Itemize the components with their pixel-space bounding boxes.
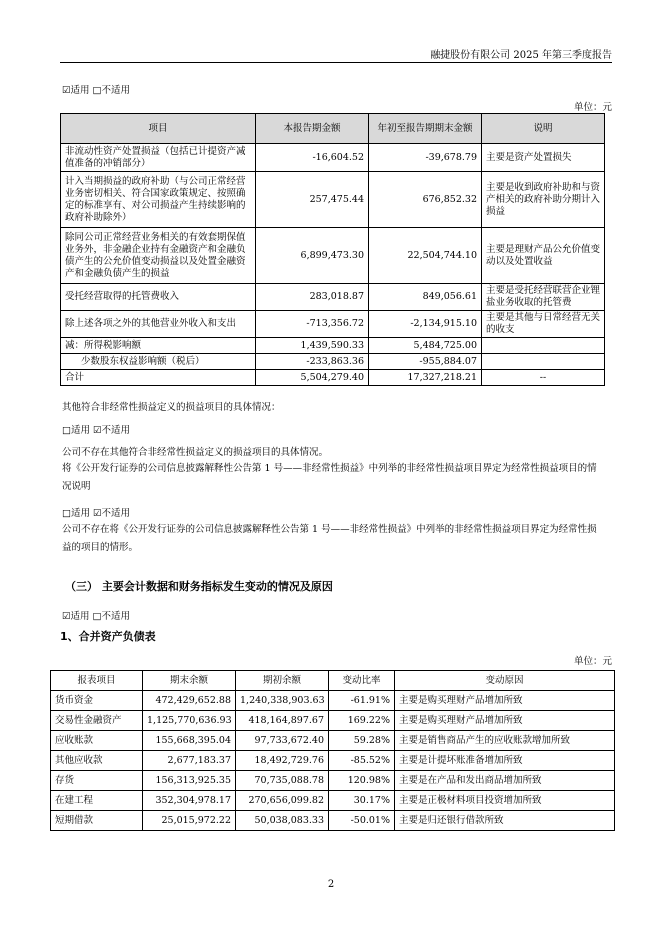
table-header-row — [51, 671, 615, 691]
cell-item: 非流动性资产处置损益（包括已计提资产减值准备的冲销部分） — [61, 144, 256, 172]
subsection-1-title: 1、合并资产负债表 — [60, 630, 156, 643]
applicability-checkbox-1: ☑适用 □不适用 — [62, 85, 131, 96]
cell-current: 6,899,473.30 — [256, 228, 369, 284]
cell-begin: 50,038,083.33 — [236, 811, 329, 831]
non-recurring-items-table — [60, 113, 605, 386]
cell-rate: 120.98% — [329, 771, 395, 791]
cell-current: 1,439,590.33 — [256, 338, 369, 354]
cell-note: 主要是理财产品公允价值变动以及处置收益 — [482, 228, 605, 284]
cell-end: 25,015,972.22 — [143, 811, 236, 831]
applicability-checkbox-4: ☑适用 □不适用 — [62, 611, 131, 622]
cell-begin: 18,492,729.76 — [236, 751, 329, 771]
cell-ytd: 5,484,725.00 — [369, 338, 482, 354]
cell-begin: 70,735,088.78 — [236, 771, 329, 791]
cell-note: 主要是收到政府补助和与资产相关的政府补助分期计入损益 — [482, 172, 605, 228]
header-divider — [60, 62, 612, 63]
no-other-items-text: 公司不存在其他符合非经常性损益定义的损益项目的具体情况。 — [62, 447, 329, 458]
cell-item: 存货 — [51, 771, 143, 791]
cell-rate: 30.17% — [329, 791, 395, 811]
table-row — [61, 144, 605, 172]
cell-item: 合计 — [61, 370, 256, 386]
cell-end: 155,668,395.04 — [143, 731, 236, 751]
cell-reason: 主要是归还银行借款所致 — [395, 811, 615, 831]
cell-note — [482, 338, 605, 354]
cell-item: 在建工程 — [51, 791, 143, 811]
balance-sheet-table — [50, 670, 615, 831]
col-header-begin-balance: 期初余额 — [236, 671, 329, 691]
cell-ytd: 17,327,218.21 — [369, 370, 482, 386]
cell-item: 应收账款 — [51, 731, 143, 751]
cell-end: 1,125,770,636.93 — [143, 711, 236, 731]
section-3-title: （三） 主要会计数据和财务指标发生变动的情况及原因 — [65, 580, 333, 593]
cell-end: 472,429,652.88 — [143, 691, 236, 711]
no-reclass-text: 公司不存在将《公开发行证券的公司信息披露解释性公告第 1 号——非经常性损益》中列举的非经常性损益项目界定为经常性损益的项目的情形。 — [62, 524, 597, 553]
cell-rate: -85.52% — [329, 751, 395, 771]
table-row — [51, 711, 615, 731]
cell-item: 减：所得税影响额 — [61, 338, 256, 354]
cell-ytd: -2,134,915.10 — [369, 311, 482, 338]
col-header-change-rate: 变动比率 — [329, 671, 395, 691]
unit-label-2: 单位：元 — [573, 656, 612, 667]
cell-begin: 418,164,897.67 — [236, 711, 329, 731]
cell-end: 352,304,978.17 — [143, 791, 236, 811]
cell-ytd: -39,678.79 — [369, 144, 482, 172]
cell-begin: 270,656,099.82 — [236, 791, 329, 811]
table-row — [61, 338, 605, 354]
cell-reason: 主要是购买理财产品增加所致 — [395, 711, 615, 731]
cell-current: 257,475.44 — [256, 172, 369, 228]
cell-current: 283,018.87 — [256, 284, 369, 311]
cell-item: 货币资金 — [51, 691, 143, 711]
col-header-item: 报表项目 — [51, 671, 143, 691]
applicability-checkbox-2: □适用 ☑不适用 — [62, 425, 131, 436]
unit-label-1: 单位：元 — [573, 102, 612, 113]
cell-ytd: -955,884.07 — [369, 354, 482, 370]
table-header-row — [61, 114, 605, 144]
cell-ytd: 676,852.32 — [369, 172, 482, 228]
cell-current: 5,504,279.40 — [256, 370, 369, 386]
cell-reason: 主要是购买理财产品增加所致 — [395, 691, 615, 711]
cell-note: 主要是资产处置损失 — [482, 144, 605, 172]
cell-current: -16,604.52 — [256, 144, 369, 172]
cell-ytd: 849,056.61 — [369, 284, 482, 311]
explanation-text: 将《公开发行证券的公司信息披露解释性公告第 1 号——非经常性损益》中列举的非经常性损益项目界定为经常性损益项目的情况说明 — [62, 463, 597, 492]
table-row — [51, 691, 615, 711]
cell-current: -233,863.36 — [256, 354, 369, 370]
cell-note — [482, 354, 605, 370]
col-header-ytd: 年初至报告期期末金额 — [369, 114, 482, 144]
cell-begin: 1,240,338,903.63 — [236, 691, 329, 711]
col-header-note: 说明 — [482, 114, 605, 144]
col-header-item: 项目 — [61, 114, 256, 144]
cell-item: 除同公司正常经营业务相关的有效套期保值业务外，非金融企业持有金融资产和金融负债产生的公允价值变动损益以及处置金融资产和金融负债产生的损益 — [61, 228, 256, 284]
page-number: 2 — [327, 879, 335, 890]
cell-rate: -50.01% — [329, 811, 395, 831]
table-row — [51, 751, 615, 771]
table-row — [51, 731, 615, 751]
cell-end: 156,313,925.35 — [143, 771, 236, 791]
cell-reason: 主要是正极材料项目投资增加所致 — [395, 791, 615, 811]
table-row — [51, 811, 615, 831]
table-row — [51, 771, 615, 791]
cell-item: 受托经营取得的托管费收入 — [61, 284, 256, 311]
cell-note: 主要是其他与日常经营无关的收支 — [482, 311, 605, 338]
table-total-row — [61, 370, 605, 386]
col-header-reason: 变动原因 — [395, 671, 615, 691]
cell-end: 2,677,183.37 — [143, 751, 236, 771]
cell-begin: 97,733,672.40 — [236, 731, 329, 751]
cell-reason: 主要是销售商品产生的应收账款增加所致 — [395, 731, 615, 751]
cell-item: 交易性金融资产 — [51, 711, 143, 731]
table-row — [61, 284, 605, 311]
other-items-text: 其他符合非经常性损益定义的损益项目的具体情况： — [62, 402, 281, 413]
table-row — [61, 228, 605, 284]
cell-current: -713,356.72 — [256, 311, 369, 338]
cell-item: 计入当期损益的政府补助（与公司正常经营业务密切相关、符合国家政策规定、按照确定的标准享有、对公司损益产生持续影响的政府补助除外） — [61, 172, 256, 228]
table-row — [51, 791, 615, 811]
cell-reason: 主要是在产品和发出商品增加所致 — [395, 771, 615, 791]
cell-item: 少数股东权益影响额（税后） — [61, 354, 256, 370]
cell-item: 短期借款 — [51, 811, 143, 831]
cell-reason: 主要是计提坏账准备增加所致 — [395, 751, 615, 771]
table-row — [61, 172, 605, 228]
applicability-checkbox-3: □适用 ☑不适用 — [62, 508, 131, 519]
cell-rate: 169.22% — [329, 711, 395, 731]
cell-note: 主要是受托经营联营企业锂盐业务收取的托管费 — [482, 284, 605, 311]
cell-rate: -61.91% — [329, 691, 395, 711]
col-header-current: 本报告期金额 — [256, 114, 369, 144]
cell-item: 其他应收款 — [51, 751, 143, 771]
table-row — [61, 311, 605, 338]
cell-rate: 59.28% — [329, 731, 395, 751]
cell-ytd: 22,504,744.10 — [369, 228, 482, 284]
cell-note: -- — [482, 370, 605, 386]
cell-item: 除上述各项之外的其他营业外收入和支出 — [61, 311, 256, 338]
page-header-title: 融捷股份有限公司 2025 年第三季度报告 — [430, 50, 612, 61]
col-header-end-balance: 期末余额 — [143, 671, 236, 691]
table-row — [61, 354, 605, 370]
